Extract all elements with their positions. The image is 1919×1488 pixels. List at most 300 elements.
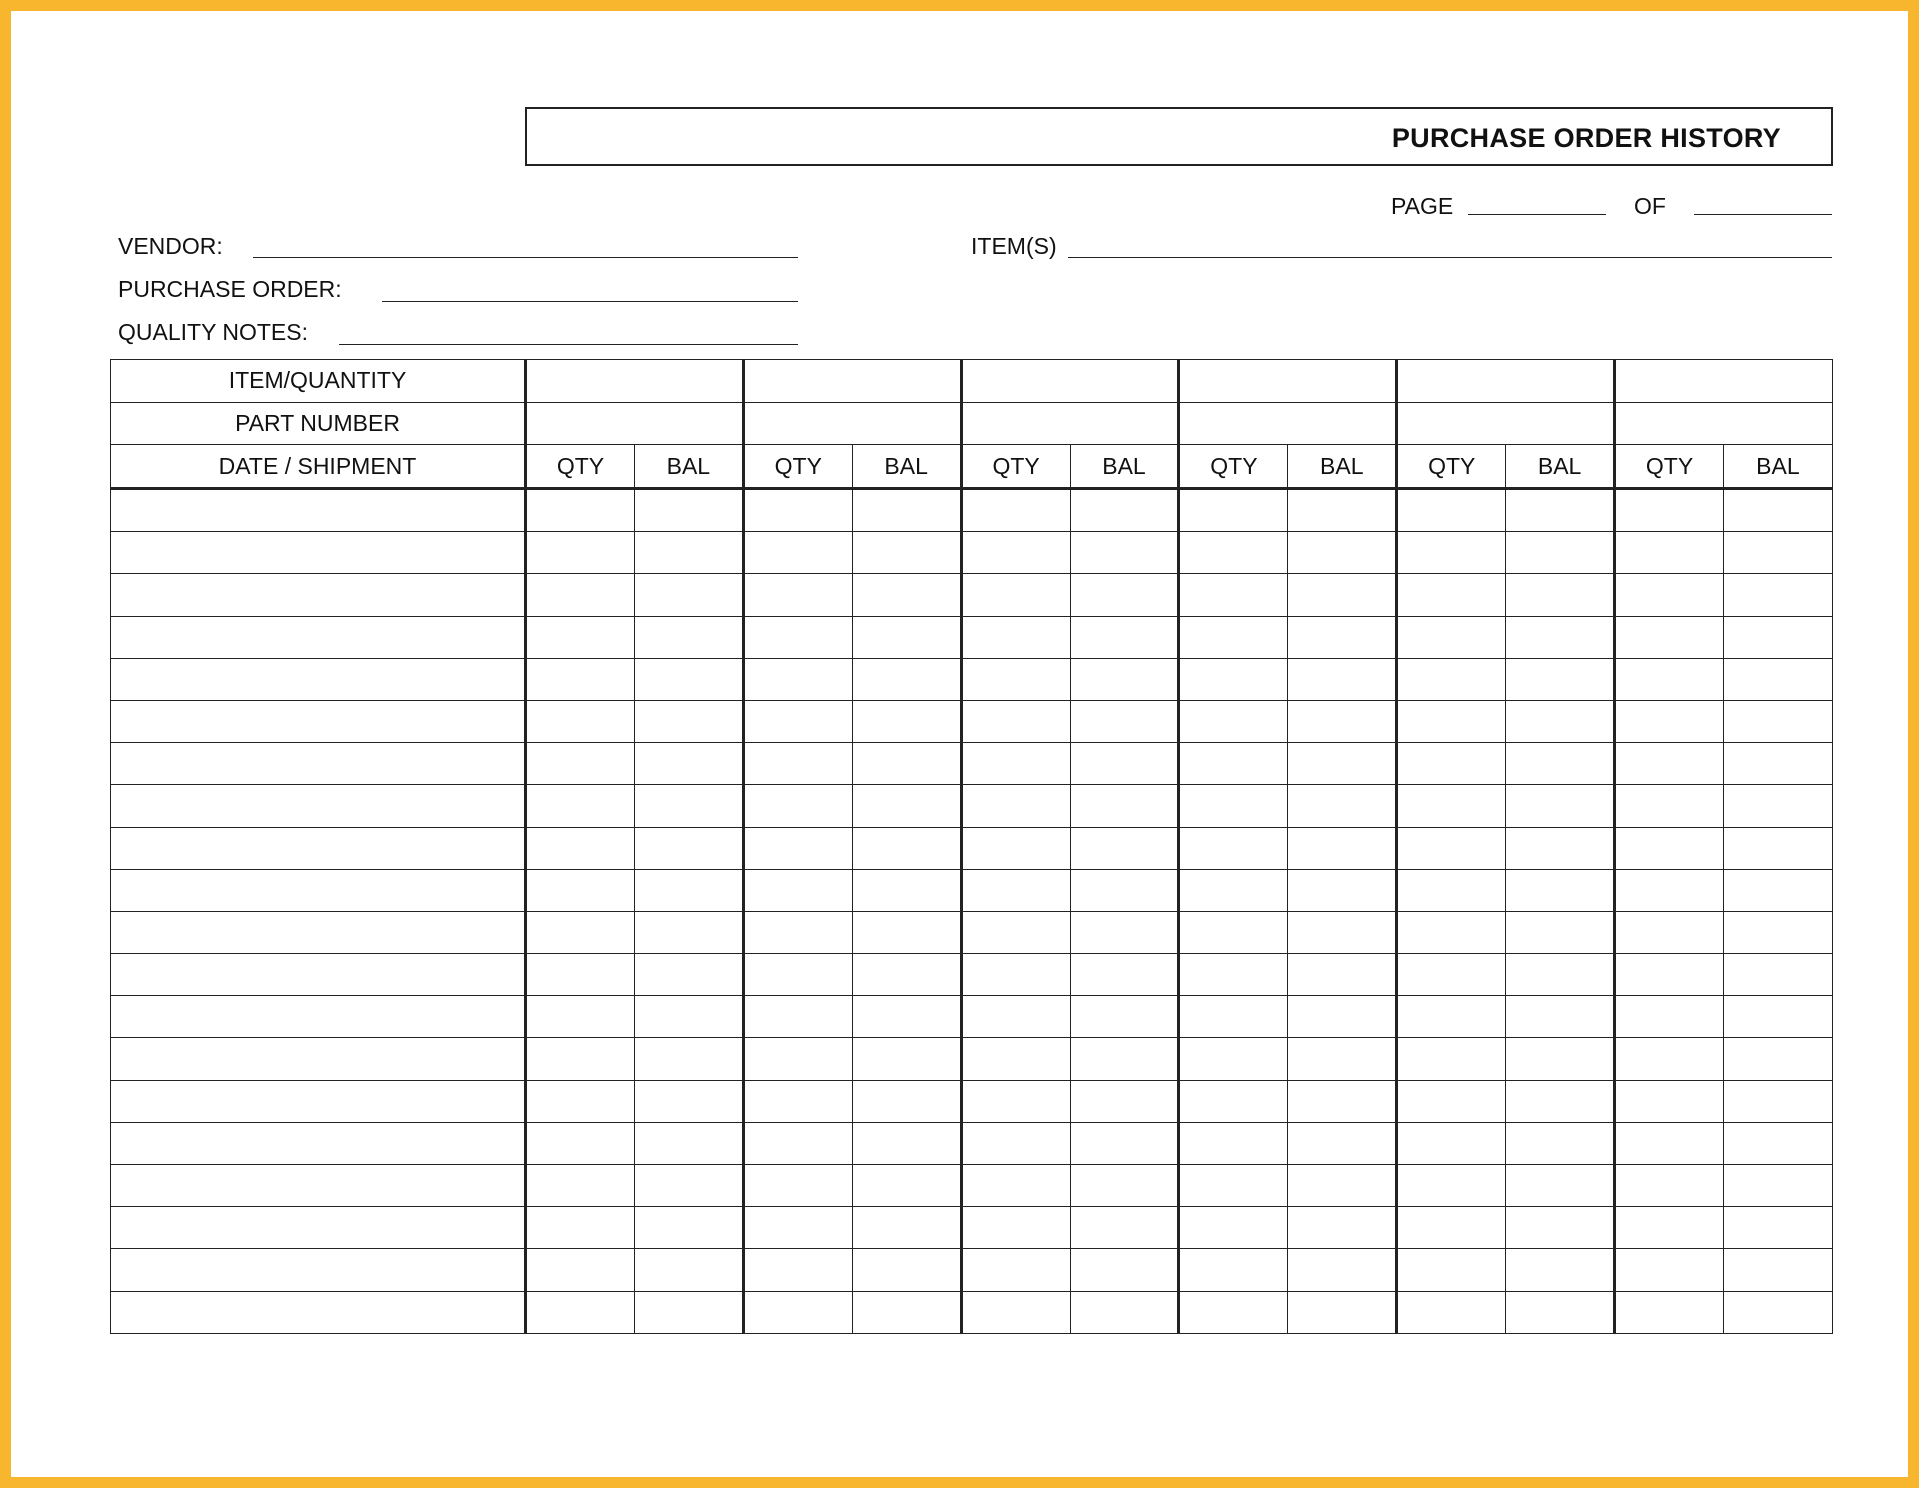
bal-cell[interactable] (1506, 827, 1615, 869)
bal-cell[interactable] (1070, 700, 1179, 742)
qty-cell[interactable] (1179, 827, 1288, 869)
date-shipment-cell[interactable] (111, 616, 526, 658)
qty-cell[interactable] (1615, 1122, 1724, 1164)
qty-cell[interactable] (1179, 1165, 1288, 1207)
qty-cell[interactable] (1615, 1207, 1724, 1249)
bal-cell[interactable] (1506, 489, 1615, 532)
qty-cell[interactable] (961, 996, 1070, 1038)
qty-cell[interactable] (961, 1038, 1070, 1080)
bal-cell[interactable] (1506, 954, 1615, 996)
bal-cell[interactable] (634, 1080, 743, 1122)
qty-cell[interactable] (743, 1249, 852, 1291)
bal-cell[interactable] (1288, 1165, 1397, 1207)
qty-cell[interactable] (743, 1291, 852, 1333)
bal-cell[interactable] (1506, 574, 1615, 616)
qty-cell[interactable] (1615, 954, 1724, 996)
date-shipment-cell[interactable] (111, 1291, 526, 1333)
bal-cell[interactable] (1070, 827, 1179, 869)
bal-cell[interactable] (852, 532, 961, 574)
qty-cell[interactable] (743, 1038, 852, 1080)
qty-cell[interactable] (961, 827, 1070, 869)
date-shipment-header-row (111, 445, 1833, 489)
qty-cell[interactable] (1397, 1080, 1506, 1122)
qty-cell[interactable] (961, 1207, 1070, 1249)
bal-cell[interactable] (1723, 532, 1832, 574)
bal-cell[interactable] (1070, 996, 1179, 1038)
items-field[interactable] (1068, 257, 1832, 258)
item-quantity-cell-6[interactable] (1615, 360, 1833, 403)
part-number-cell-4[interactable] (1179, 402, 1397, 445)
date-shipment-cell[interactable] (111, 1122, 526, 1164)
item-quantity-cell-5[interactable] (1397, 360, 1615, 403)
qty-cell[interactable] (1615, 574, 1724, 616)
bal-cell[interactable] (1288, 911, 1397, 953)
qty-cell[interactable] (526, 785, 635, 827)
qty-cell[interactable] (1179, 574, 1288, 616)
bal-cell[interactable] (1506, 616, 1615, 658)
qty-cell[interactable] (1615, 1165, 1724, 1207)
qty-cell[interactable] (743, 489, 852, 532)
bal-cell[interactable] (1288, 954, 1397, 996)
bal-cell[interactable] (1070, 1249, 1179, 1291)
qty-cell[interactable] (1397, 574, 1506, 616)
qty-cell[interactable] (961, 658, 1070, 700)
qty-cell[interactable] (743, 532, 852, 574)
qty-cell[interactable] (1397, 1165, 1506, 1207)
qty-cell[interactable] (526, 954, 635, 996)
date-shipment-cell[interactable] (111, 1080, 526, 1122)
bal-cell[interactable] (1070, 869, 1179, 911)
page-total-field[interactable] (1694, 214, 1832, 215)
qty-cell[interactable] (1397, 869, 1506, 911)
bal-cell[interactable] (634, 616, 743, 658)
bal-cell[interactable] (1723, 954, 1832, 996)
qty-cell[interactable] (743, 1122, 852, 1164)
bal-cell[interactable] (1723, 869, 1832, 911)
qty-cell[interactable] (743, 658, 852, 700)
qty-cell[interactable] (961, 574, 1070, 616)
qty-cell[interactable] (961, 869, 1070, 911)
qty-cell[interactable] (526, 658, 635, 700)
table-row (111, 827, 1833, 869)
bal-cell[interactable] (852, 658, 961, 700)
qty-cell[interactable] (961, 1080, 1070, 1122)
bal-cell[interactable] (1288, 616, 1397, 658)
bal-cell[interactable] (852, 827, 961, 869)
bal-cell[interactable] (1506, 785, 1615, 827)
qty-cell[interactable] (526, 1165, 635, 1207)
qty-cell[interactable] (1179, 1249, 1288, 1291)
bal-cell[interactable] (852, 616, 961, 658)
date-shipment-cell[interactable] (111, 996, 526, 1038)
bal-cell[interactable] (1723, 658, 1832, 700)
date-shipment-cell[interactable] (111, 700, 526, 742)
bal-cell[interactable] (1070, 954, 1179, 996)
bal-cell[interactable] (1288, 785, 1397, 827)
bal-cell[interactable] (1070, 1122, 1179, 1164)
bal-cell[interactable] (634, 954, 743, 996)
qty-cell[interactable] (526, 616, 635, 658)
table-row (111, 1249, 1833, 1291)
qty-cell[interactable] (1397, 911, 1506, 953)
qty-cell[interactable] (1397, 1249, 1506, 1291)
qty-cell[interactable] (961, 700, 1070, 742)
quality-notes-field[interactable] (339, 344, 798, 345)
table-row (111, 911, 1833, 953)
table-row (111, 532, 1833, 574)
qty-cell[interactable] (1397, 1122, 1506, 1164)
bal-cell[interactable] (852, 869, 961, 911)
bal-cell[interactable] (1506, 1291, 1615, 1333)
qty-cell[interactable] (1615, 1249, 1724, 1291)
qty-cell[interactable] (1179, 785, 1288, 827)
qty-cell[interactable] (526, 700, 635, 742)
part-number-cell-3[interactable] (961, 402, 1179, 445)
table-row (111, 1207, 1833, 1249)
bal-cell[interactable] (1723, 1122, 1832, 1164)
purchase-order-label: PURCHASE ORDER: (118, 276, 342, 302)
bal-cell[interactable] (1288, 996, 1397, 1038)
qty-cell[interactable] (1397, 996, 1506, 1038)
bal-cell[interactable] (634, 911, 743, 953)
qty-cell[interactable] (1179, 1122, 1288, 1164)
item-quantity-cell-4[interactable] (1179, 360, 1397, 403)
bal-cell[interactable] (852, 489, 961, 532)
purchase-order-field[interactable] (382, 301, 798, 302)
qty-cell[interactable] (1615, 1291, 1724, 1333)
bal-cell[interactable] (852, 1165, 961, 1207)
bal-cell[interactable] (1288, 489, 1397, 532)
qty-cell[interactable] (961, 1249, 1070, 1291)
qty-cell[interactable] (1615, 616, 1724, 658)
item-quantity-cell-1[interactable] (526, 360, 744, 403)
bal-cell[interactable] (1723, 996, 1832, 1038)
bal-cell[interactable] (1723, 700, 1832, 742)
table-row (111, 954, 1833, 996)
bal-cell[interactable] (1723, 1038, 1832, 1080)
purchase-order-table (110, 359, 1833, 1334)
bal-cell[interactable] (1288, 869, 1397, 911)
item-quantity-cell-2[interactable] (743, 360, 961, 403)
qty-cell[interactable] (526, 1249, 635, 1291)
qty-cell[interactable] (1179, 700, 1288, 742)
qty-cell[interactable] (1615, 532, 1724, 574)
bal-cell[interactable] (634, 869, 743, 911)
bal-cell[interactable] (1506, 1038, 1615, 1080)
bal-cell[interactable] (634, 1207, 743, 1249)
bal-cell[interactable] (1288, 1249, 1397, 1291)
qty-cell[interactable] (743, 1207, 852, 1249)
part-number-row (111, 402, 1833, 445)
qty-cell[interactable] (1615, 700, 1724, 742)
qty-cell[interactable] (526, 996, 635, 1038)
bal-cell[interactable] (1723, 911, 1832, 953)
table-row (111, 996, 1833, 1038)
bal-cell[interactable] (1070, 616, 1179, 658)
part-number-cell-1[interactable] (526, 402, 744, 445)
vendor-field[interactable] (253, 257, 798, 258)
bal-cell[interactable] (1506, 532, 1615, 574)
column-header-qty: QTY (1615, 445, 1724, 489)
qty-cell[interactable] (1397, 1038, 1506, 1080)
date-shipment-cell[interactable] (111, 1249, 526, 1291)
qty-cell[interactable] (1179, 658, 1288, 700)
bal-cell[interactable] (1506, 1165, 1615, 1207)
bal-cell[interactable] (1506, 1207, 1615, 1249)
bal-cell[interactable] (634, 489, 743, 532)
item-quantity-row (111, 360, 1833, 403)
bal-cell[interactable] (1723, 1291, 1832, 1333)
bal-cell[interactable] (852, 1207, 961, 1249)
qty-cell[interactable] (1397, 532, 1506, 574)
bal-cell[interactable] (1288, 574, 1397, 616)
bal-cell[interactable] (1070, 911, 1179, 953)
bal-cell[interactable] (1723, 743, 1832, 785)
bal-cell[interactable] (1506, 911, 1615, 953)
qty-cell[interactable] (1179, 1291, 1288, 1333)
date-shipment-cell[interactable] (111, 743, 526, 785)
qty-cell[interactable] (1615, 489, 1724, 532)
bal-cell[interactable] (1506, 996, 1615, 1038)
bal-cell[interactable] (852, 574, 961, 616)
qty-cell[interactable] (526, 869, 635, 911)
date-shipment-cell[interactable] (111, 954, 526, 996)
bal-cell[interactable] (634, 700, 743, 742)
qty-cell[interactable] (1179, 1038, 1288, 1080)
bal-cell[interactable] (634, 743, 743, 785)
qty-cell[interactable] (961, 616, 1070, 658)
date-shipment-cell[interactable] (111, 911, 526, 953)
qty-cell[interactable] (1179, 743, 1288, 785)
qty-cell[interactable] (526, 1122, 635, 1164)
bal-cell[interactable] (634, 532, 743, 574)
bal-cell[interactable] (634, 658, 743, 700)
bal-cell[interactable] (1723, 1249, 1832, 1291)
bal-cell[interactable] (1723, 574, 1832, 616)
page-of-label: OF (1634, 193, 1666, 219)
qty-cell[interactable] (1397, 785, 1506, 827)
part-number-cell-6[interactable] (1615, 402, 1833, 445)
part-number-cell-2[interactable] (743, 402, 961, 445)
bal-cell[interactable] (1070, 658, 1179, 700)
qty-cell[interactable] (1397, 954, 1506, 996)
qty-cell[interactable] (1397, 1207, 1506, 1249)
bal-cell[interactable] (1070, 1165, 1179, 1207)
qty-cell[interactable] (526, 1291, 635, 1333)
date-shipment-cell[interactable] (111, 574, 526, 616)
bal-cell[interactable] (852, 785, 961, 827)
qty-cell[interactable] (526, 827, 635, 869)
bal-cell[interactable] (1288, 1122, 1397, 1164)
qty-cell[interactable] (743, 1165, 852, 1207)
qty-cell[interactable] (1615, 869, 1724, 911)
page-number-field[interactable] (1468, 214, 1606, 215)
bal-cell[interactable] (852, 911, 961, 953)
qty-cell[interactable] (961, 743, 1070, 785)
qty-cell[interactable] (961, 1165, 1070, 1207)
date-shipment-cell[interactable] (111, 532, 526, 574)
qty-cell[interactable] (1615, 827, 1724, 869)
bal-cell[interactable] (852, 700, 961, 742)
qty-cell[interactable] (1179, 489, 1288, 532)
table-row (111, 1291, 1833, 1333)
qty-cell[interactable] (1179, 869, 1288, 911)
bal-cell[interactable] (1506, 869, 1615, 911)
qty-cell[interactable] (743, 700, 852, 742)
qty-cell[interactable] (1179, 532, 1288, 574)
qty-cell[interactable] (1179, 911, 1288, 953)
items-label: ITEM(S) (971, 233, 1057, 259)
bal-cell[interactable] (1070, 489, 1179, 532)
bal-cell[interactable] (1288, 700, 1397, 742)
qty-cell[interactable] (526, 911, 635, 953)
bal-cell[interactable] (852, 1122, 961, 1164)
bal-cell[interactable] (852, 1249, 961, 1291)
bal-cell[interactable] (1288, 1038, 1397, 1080)
qty-cell[interactable] (1179, 996, 1288, 1038)
qty-cell[interactable] (1397, 616, 1506, 658)
bal-cell[interactable] (1723, 1207, 1832, 1249)
qty-cell[interactable] (526, 532, 635, 574)
qty-cell[interactable] (1179, 616, 1288, 658)
column-header-qty: QTY (526, 445, 635, 489)
qty-cell[interactable] (743, 954, 852, 996)
qty-cell[interactable] (961, 1291, 1070, 1333)
date-shipment-cell[interactable] (111, 1038, 526, 1080)
bal-cell[interactable] (1506, 743, 1615, 785)
table-row (111, 1165, 1833, 1207)
bal-cell[interactable] (1070, 785, 1179, 827)
bal-cell[interactable] (1506, 658, 1615, 700)
qty-cell[interactable] (526, 489, 635, 532)
qty-cell[interactable] (961, 489, 1070, 532)
qty-cell[interactable] (743, 743, 852, 785)
qty-cell[interactable] (743, 911, 852, 953)
bal-cell[interactable] (1506, 700, 1615, 742)
date-shipment-cell[interactable] (111, 827, 526, 869)
bal-cell[interactable] (634, 785, 743, 827)
bal-cell[interactable] (1288, 743, 1397, 785)
bal-cell[interactable] (1070, 532, 1179, 574)
bal-cell[interactable] (1723, 489, 1832, 532)
bal-cell[interactable] (1723, 1165, 1832, 1207)
qty-cell[interactable] (1615, 743, 1724, 785)
date-shipment-cell[interactable] (111, 489, 526, 532)
qty-cell[interactable] (1397, 658, 1506, 700)
bal-cell[interactable] (1070, 574, 1179, 616)
qty-cell[interactable] (961, 1122, 1070, 1164)
qty-cell[interactable] (1615, 1080, 1724, 1122)
qty-cell[interactable] (743, 996, 852, 1038)
bal-cell[interactable] (1723, 1080, 1832, 1122)
qty-cell[interactable] (743, 574, 852, 616)
bal-cell[interactable] (1070, 1038, 1179, 1080)
qty-cell[interactable] (1179, 1207, 1288, 1249)
date-shipment-cell[interactable] (111, 658, 526, 700)
qty-cell[interactable] (1397, 1291, 1506, 1333)
qty-cell[interactable] (526, 1080, 635, 1122)
bal-cell[interactable] (1288, 1207, 1397, 1249)
bal-cell[interactable] (852, 996, 961, 1038)
bal-cell[interactable] (1070, 1207, 1179, 1249)
table-row (111, 616, 1833, 658)
bal-cell[interactable] (1723, 616, 1832, 658)
item-quantity-cell-3[interactable] (961, 360, 1179, 403)
bal-cell[interactable] (852, 1080, 961, 1122)
qty-cell[interactable] (961, 532, 1070, 574)
bal-cell[interactable] (634, 1038, 743, 1080)
table-row (111, 743, 1833, 785)
bal-cell[interactable] (1506, 1122, 1615, 1164)
bal-cell[interactable] (1288, 658, 1397, 700)
bal-cell[interactable] (634, 827, 743, 869)
qty-cell[interactable] (1179, 1080, 1288, 1122)
bal-cell[interactable] (1288, 532, 1397, 574)
bal-cell[interactable] (634, 1122, 743, 1164)
qty-cell[interactable] (743, 785, 852, 827)
qty-cell[interactable] (1397, 700, 1506, 742)
qty-cell[interactable] (961, 954, 1070, 996)
bal-cell[interactable] (1288, 827, 1397, 869)
qty-cell[interactable] (1615, 1038, 1724, 1080)
date-shipment-cell[interactable] (111, 785, 526, 827)
qty-cell[interactable] (961, 911, 1070, 953)
bal-cell[interactable] (1506, 1080, 1615, 1122)
qty-cell[interactable] (1615, 785, 1724, 827)
bal-cell[interactable] (634, 574, 743, 616)
bal-cell[interactable] (1288, 1291, 1397, 1333)
bal-cell[interactable] (852, 743, 961, 785)
bal-cell[interactable] (1288, 1080, 1397, 1122)
bal-cell[interactable] (1070, 743, 1179, 785)
bal-cell[interactable] (852, 954, 961, 996)
bal-cell[interactable] (1506, 1249, 1615, 1291)
qty-cell[interactable] (1615, 658, 1724, 700)
bal-cell[interactable] (1070, 1080, 1179, 1122)
qty-cell[interactable] (1397, 827, 1506, 869)
qty-cell[interactable] (1615, 996, 1724, 1038)
part-number-cell-5[interactable] (1397, 402, 1615, 445)
qty-cell[interactable] (1397, 743, 1506, 785)
date-shipment-cell[interactable] (111, 869, 526, 911)
bal-cell[interactable] (634, 1249, 743, 1291)
qty-cell[interactable] (526, 574, 635, 616)
bal-cell[interactable] (634, 1165, 743, 1207)
bal-cell[interactable] (634, 1291, 743, 1333)
qty-cell[interactable] (1615, 911, 1724, 953)
qty-cell[interactable] (526, 1038, 635, 1080)
qty-cell[interactable] (743, 1080, 852, 1122)
qty-cell[interactable] (743, 869, 852, 911)
bal-cell[interactable] (852, 1291, 961, 1333)
column-header-qty: QTY (743, 445, 852, 489)
qty-cell[interactable] (743, 827, 852, 869)
bal-cell[interactable] (1070, 1291, 1179, 1333)
bal-cell[interactable] (1723, 827, 1832, 869)
qty-cell[interactable] (961, 785, 1070, 827)
bal-cell[interactable] (1723, 785, 1832, 827)
row-header-1: PART NUMBER (111, 402, 526, 445)
bal-cell[interactable] (634, 996, 743, 1038)
qty-cell[interactable] (526, 743, 635, 785)
qty-cell[interactable] (526, 1207, 635, 1249)
date-shipment-cell[interactable] (111, 1165, 526, 1207)
qty-cell[interactable] (1179, 954, 1288, 996)
qty-cell[interactable] (1397, 489, 1506, 532)
bal-cell[interactable] (852, 1038, 961, 1080)
date-shipment-cell[interactable] (111, 1207, 526, 1249)
qty-cell[interactable] (743, 616, 852, 658)
